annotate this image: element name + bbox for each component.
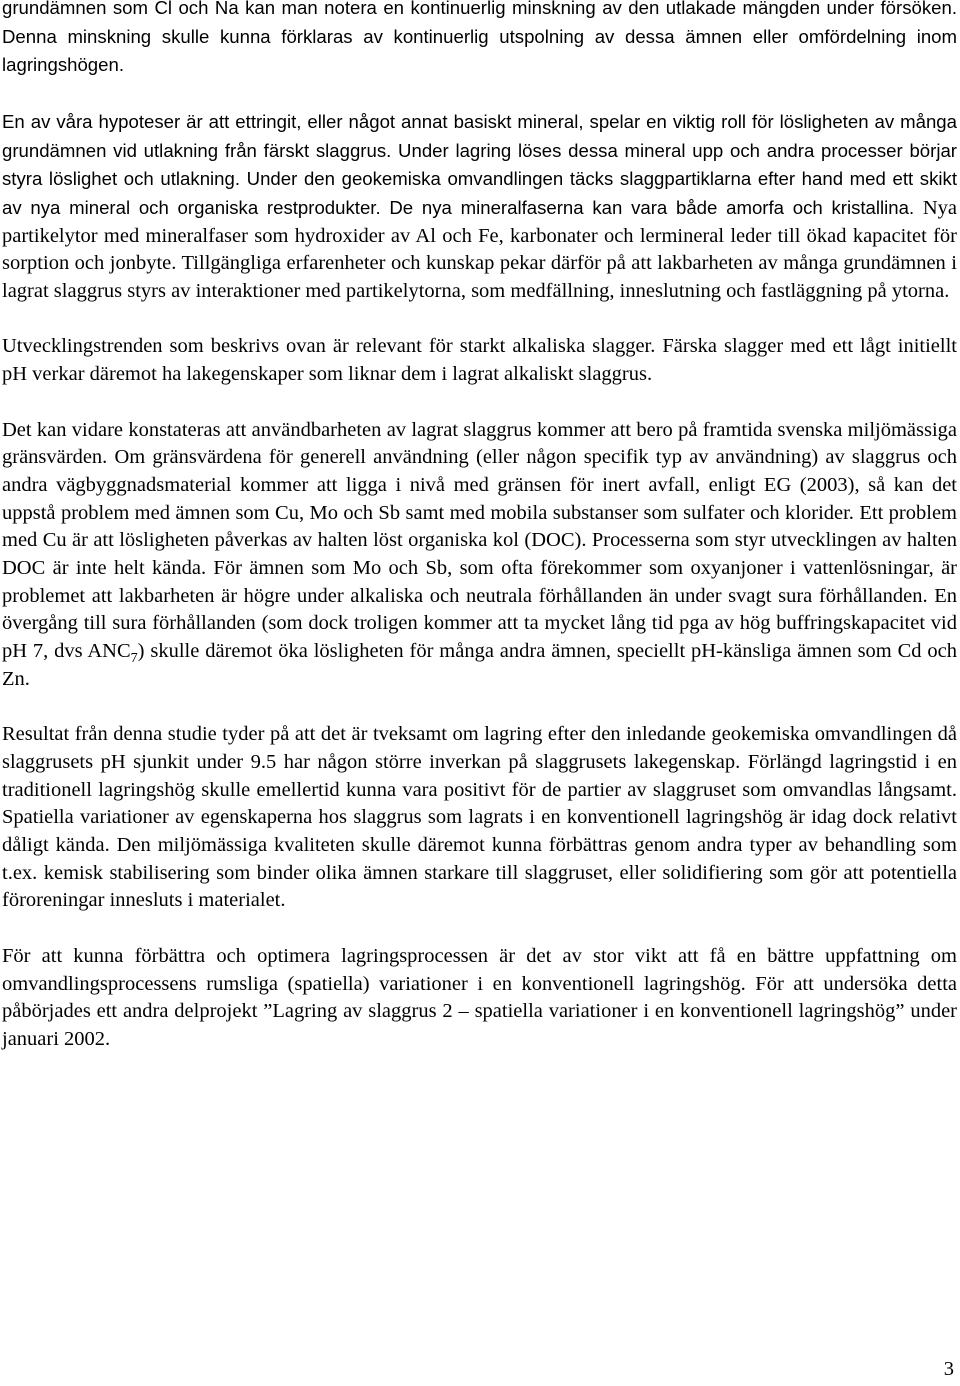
page-body: [2, 0, 957, 1081]
paragraph-5-text: Resultat från denna studie tyder på att det är tveksamt om lagring efter den inledande geokemiska omvandlingen då slaggrusets pH sjunkit under 9.5 har någon större inverkan på slaggrusets lakegenskap. Förlängd lagringstid i en traditionell lagringshög skulle emellertid kunna vara positivt för de partier av slaggruset som omvandlas långsamt. Spatiella variationer av egenskaperna hos slaggrus som lagrats i en konventionell lagringshög är idag dock relativt dåligt kända. Den miljömässiga kvaliteten skulle däremot kunna förbättras genom andra typer av behandling som t.ex. kemisk stabilisering som binder olika ämnen starkare till slaggruset, eller solidifiering som gör att potentiella föroreningar innesluts i materialet.: [2, 723, 957, 912]
paragraph-6: [2, 943, 957, 1054]
paragraph-3: [2, 333, 957, 388]
paragraph-1-text: grundämnen som Cl och Na kan man notera en kontinuerlig minskning av den utlakade mängden under försöken. Denna minskning skulle kunna förklaras av kontinuerlig utspolning av dessa ämnen eller omfördelning inom lagringshögen.: [2, 0, 957, 76]
paragraph-4-text-b: ) skulle däremot öka lösligheten för många andra ämnen, speciellt pH-känsliga ämnen som Cd och Zn.: [2, 640, 958, 690]
paragraph-3-text: Utvecklingstrenden som beskrivs ovan är relevant för starkt alkaliska slagger. Färska slagger med ett lågt initiellt pH verkar däremot ha lakegenskaper som liknar dem i lagrat alkaliskt slaggrus.: [2, 335, 957, 386]
paragraph-1: [2, 0, 957, 80]
paragraph-2-text-b: Nya partikelytor med mineralfaser som hydroxider av Al och Fe, karbonater och lermineral leder till ökad kapacitet för sorption och jonbyte. Tillgängliga erfarenheter och kunskap pekar därför på att lakbarheten av många grundämnen i lagrat slaggrus styrs av interaktioner med partikelytorna, som medfällning, inneslutning och fastläggning på ytorna.: [2, 196, 958, 303]
paragraph-2: [2, 108, 957, 306]
paragraph-6-text: För att kunna förbättra och optimera lagringsprocessen är det av stor vikt att få en bättre uppfattning om omvandlingsprocessens rumsliga (spatiella) variationer i en konventionell lagringshög. För att undersöka detta påbörjades ett andra delprojekt ”Lagring av slaggrus 2 – spatiella variationer i en konventionell lagringshög” under januari 2002.: [2, 944, 957, 1050]
paragraph-4: [2, 417, 957, 694]
paragraph-4-text-a: Det kan vidare konstateras att användbarheten av lagrat slaggrus kommer att bero på framtida svenska miljömässiga gränsvärden. Om gränsvärdena för generell användning (eller någon specifik typ av användning) av slaggrus och andra vägbyggnadsmaterial kommer att ligga i nivå med gränsen för inert avfall, enligt EG (2003), så kan det uppstå problem med ämnen som Cu, Mo och Sb samt med mobila substanser som sulfater och klorider. Ett problem med Cu är att lösligheten påverkas av halten löst organiska kol (DOC). Processerna som styr utvecklingen av halten DOC är inte helt kända. För ämnen som Mo och Sb, som ofta förekommer som oxyanjoner i vattenlösningar, är problemet att lakbarheten är högre under alkaliska och neutrala förhållanden än under svagt sura förhållanden. En övergång till sura förhållanden (som dock troligen kommer att ta mycket lång tid pga av hög buffringskapacitet vid pH 7, dvs ANC: [2, 418, 957, 663]
anc-subscript: 7: [130, 651, 138, 667]
paragraph-2-text-a: En av våra hypoteser är att ettringit, eller något annat basiskt mineral, spelar en viktig roll för lösligheten av många grundämnen vid utlakning från färskt slaggrus. Under lagring löses dessa mineral upp och andra processer börjar styra löslighet och utlakning. Under den geokemiska omvandlingen täcks slaggpartiklarna efter hand med ett skikt av nya mineral och organiska restprodukter. De nya mineralfaserna kan vara både amorfa och kristallina.: [2, 110, 957, 218]
paragraph-5: [2, 721, 957, 915]
page-number: 3: [943, 1358, 954, 1380]
